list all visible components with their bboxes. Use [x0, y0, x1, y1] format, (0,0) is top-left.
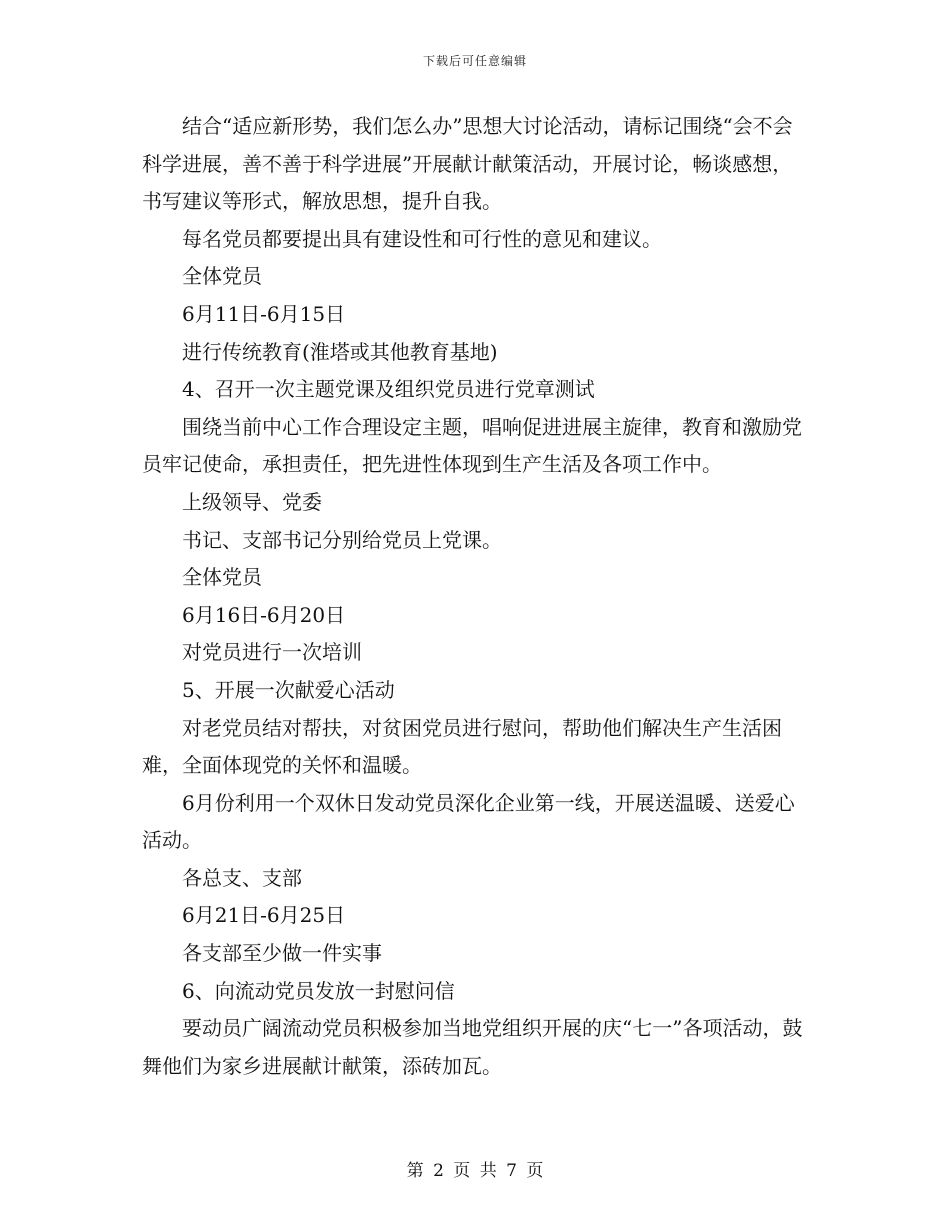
paragraph: 6月21日-6月25日	[182, 903, 346, 928]
paragraph: 全体党员	[182, 565, 262, 590]
page-header-note: 下载后可任意编辑	[422, 54, 527, 68]
total-page-number: 7	[506, 1161, 517, 1181]
footer-page-word: 页	[453, 1161, 471, 1181]
paragraph: 结合“适应新形势，我们怎么办”思想大讨论活动，请标记围绕“会不会科学进展，善不善于科学进展”开展献计献策活动，开展讨论，畅谈感想，书写建议等形式，解放思想，提升自我。	[142, 114, 793, 214]
document-body	[142, 108, 810, 1085]
paragraph: 每名党员都要提出具有建设性和可行性的意见和建议。	[182, 226, 662, 251]
paragraph: 书记、支部书记分别给党员上党课。	[182, 527, 502, 552]
paragraph: 对老党员结对帮扶，对贫困党员进行慰问，帮助他们解决生产生活困难，全面体现党的关怀和温暖。	[142, 715, 782, 778]
footer-total-word: 共	[479, 1161, 497, 1181]
footer-prefix: 第	[406, 1161, 424, 1181]
paragraph: 围绕当前中心工作合理设定主题，唱响促进进展主旋律，教育和激励党员牢记使命，承担责任，把先进性体现到生产生活及各项工作中。	[142, 414, 802, 477]
paragraph: 对党员进行一次培训	[182, 640, 362, 665]
section-heading: 5、开展一次献爱心活动	[182, 677, 395, 702]
current-page-number: 2	[433, 1161, 444, 1181]
paragraph: 6月16日-6月20日	[182, 602, 346, 627]
section-heading: 6、向流动党员发放一封慰问信	[182, 978, 455, 1003]
footer-suffix: 页	[526, 1161, 544, 1181]
paragraph: 上级领导、党委	[182, 489, 322, 514]
page-footer	[0, 1156, 950, 1181]
paragraph: 要动员广阔流动党员积极参加当地党组织开展的庆“七一”各项活动，鼓舞他们为家乡进展献计献策，添砖加瓦。	[142, 1016, 803, 1078]
paragraph: 进行传统教育(淮塔或其他教育基地)	[182, 339, 498, 364]
paragraph: 6月11日-6月15日	[182, 301, 346, 326]
paragraph: 全体党员	[182, 264, 262, 289]
paragraph: 各总支、支部	[182, 865, 302, 890]
paragraph: 6月份利用一个双休日发动党员深化企业第一线，开展送温暖、送爱心活动。	[142, 790, 795, 853]
paragraph: 各支部至少做一件实事	[182, 941, 382, 966]
section-heading: 4、召开一次主题党课及组织党员进行党章测试	[182, 377, 595, 402]
